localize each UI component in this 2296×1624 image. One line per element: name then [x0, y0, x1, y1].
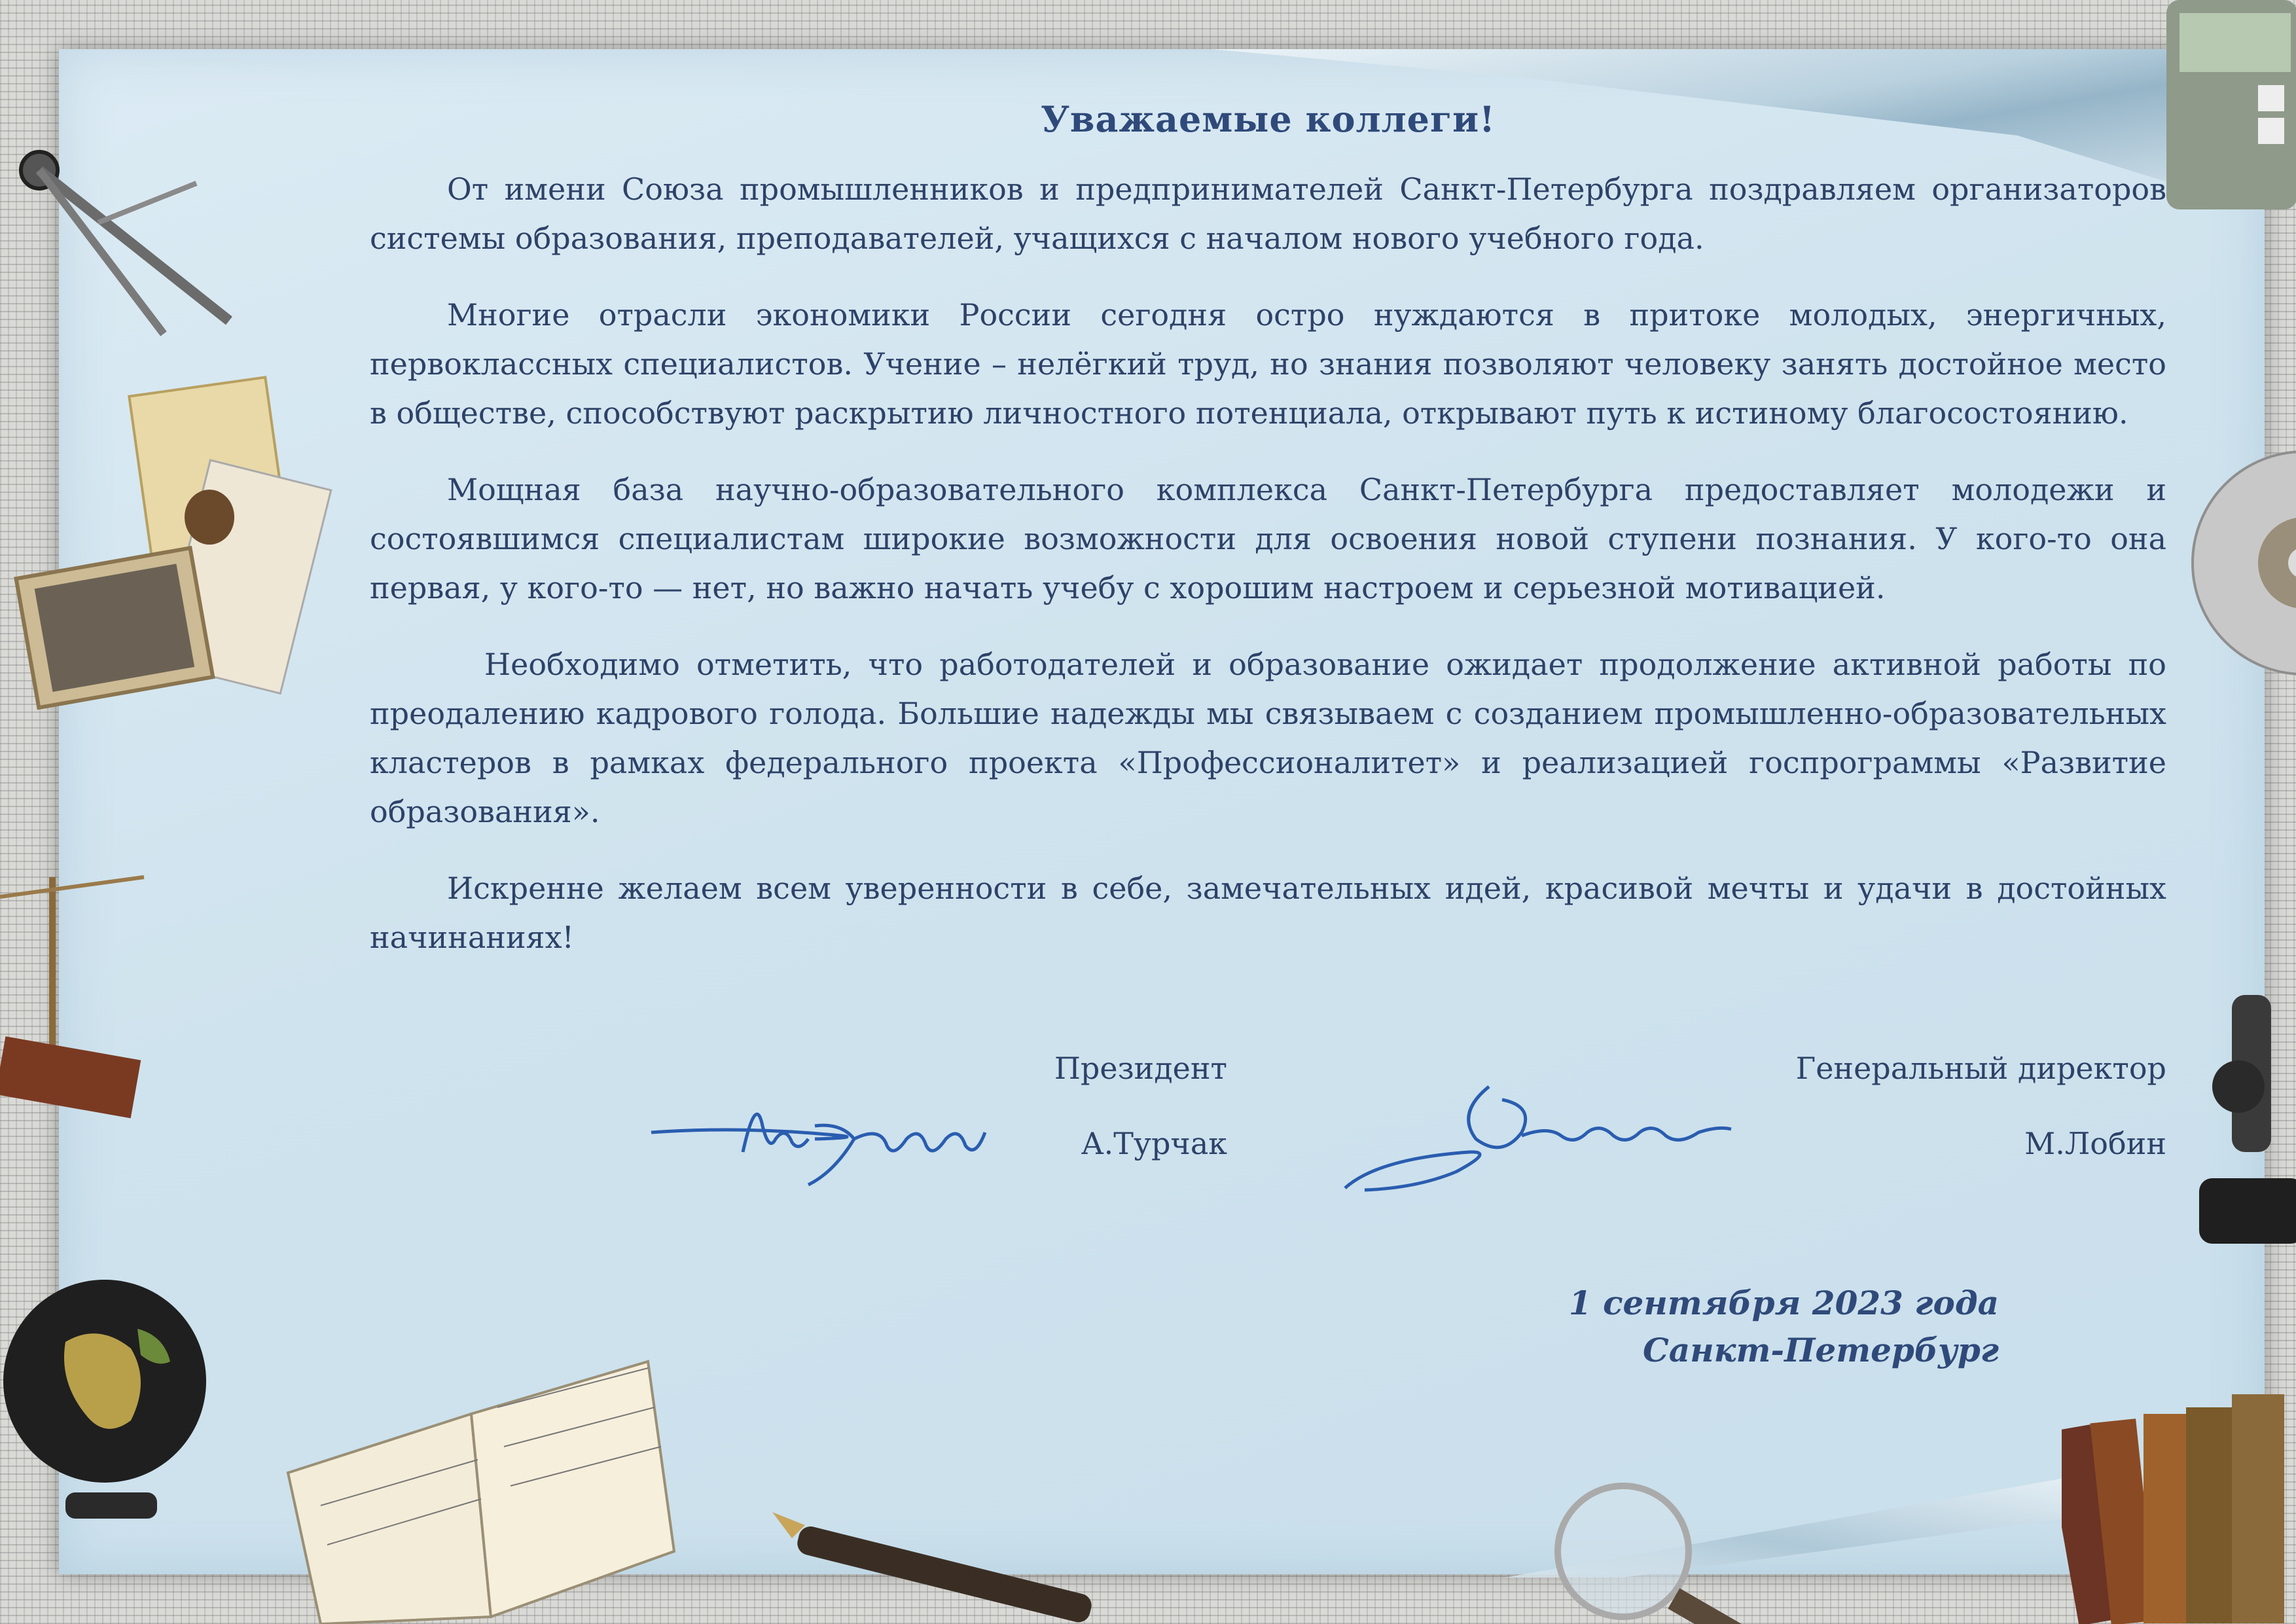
paragraph-greeting: От имени Союза промышленников и предпринимателей Санкт-Петербурга поздравляем организаторов системы образования, преподавателей, учащихся с началом нового учебного года. [370, 171, 2166, 256]
president-name: А.Турчак [1081, 1126, 1227, 1161]
paragraph-wishes: Искренне желаем всем уверенности в себе, замечательных идей, красивой мечты и удачи в достойных начинаниях! [370, 871, 2166, 955]
president-title: Президент [1054, 1051, 1227, 1086]
director-signature [1338, 1074, 1744, 1204]
letter-place: Санкт-Петербург [1643, 1331, 1999, 1369]
microscope-icon [2173, 982, 2296, 1257]
compass-icon [0, 124, 242, 340]
fountain-pen-icon [766, 1499, 1106, 1624]
scales-icon [0, 851, 157, 1126]
cd-disc-icon [2186, 445, 2296, 681]
paragraph-employers: Необходимо отметить, что работодателей и образование ожидает продолжение активной работы по преодалению кадрового голода. Большие надежды мы связываем с созданием промышленно-образовательных кластеров в рамках федерального проекта «Профессионалитет» и реализацией госпрограммы «Развитие образования». [370, 647, 2166, 829]
president-signature [645, 1087, 1050, 1218]
old-books-icon [2062, 1381, 2296, 1624]
signature-block [370, 1051, 2166, 1214]
letter-body [370, 98, 2166, 990]
director-title: Генеральный директор [1795, 1051, 2166, 1086]
sheet-music-book-icon [281, 1355, 687, 1624]
paragraph-economy: Многие отрасли экономики России сегодня остро нуждаются в притоке молодых, энергичных, первоклассных специалистов. Учение – нелёгкий труд, но знания позволяют человеку занять достойное место в обществе, способствуют раскрытию личностного потенциала, открывают путь к истиному благосостоянию. [370, 297, 2166, 431]
director-name: М.Лобин [2024, 1126, 2166, 1161]
globe-icon [0, 1270, 223, 1558]
letter-date: 1 сентября 2023 года [1568, 1284, 1999, 1322]
paragraph-education-base: Мощная база научно-образовательного комплекса Санкт-Петербурга предоставляет молодежи и состоявшимся специалистам широкие возможности для освоения новой ступени познания. У кого-то она первая, у кого-то — нет, но важно начать учебу с хорошим настроем и серьезной мотивацией. [370, 472, 2166, 605]
envelope-photo-icon [13, 367, 340, 720]
date-place [1569, 1280, 1999, 1374]
calculator-icon [2160, 0, 2296, 216]
magnifier-icon [1525, 1479, 1748, 1624]
letter-title: Уважаемые коллеги! [1041, 98, 1496, 140]
